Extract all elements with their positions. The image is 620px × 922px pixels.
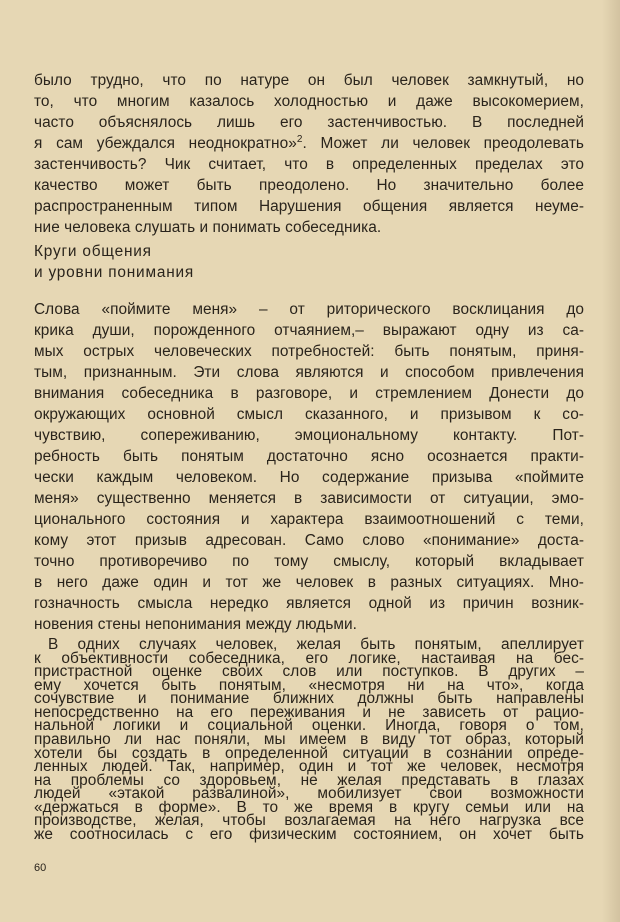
text-line: ребность быть понятым достаточно ясно осознается практи- — [34, 448, 584, 465]
footnote-ref: 2 — [296, 133, 303, 145]
text-line: людей «этакой развалиной», мобилизует свои возможности — [34, 785, 584, 803]
text-line: же соотносилась с его физическим состоянием, он хочет быть — [34, 826, 584, 843]
text-line: в него даже один и тот же человек в разных ситуациях. Мно- — [34, 574, 584, 591]
text-line: нальной логики и социальной оценки. Иногда, говоря о том, — [34, 717, 584, 735]
text-line: мых острых человеческих потребностей: быть понятым, приня- — [34, 343, 584, 360]
text-line: ционального состояния и характера взаимоотношений с теми, — [34, 511, 584, 528]
text-line — [34, 133, 584, 154]
text-line: чувствию, сопереживанию, эмоциональному контакту. Пот- — [34, 427, 584, 444]
text-line: ленных людей. Так, например, один и тот же человек, несмотря — [34, 758, 584, 776]
text-line: ему хочется быть понятым, «несмотря ни на что», когда — [34, 676, 584, 694]
text-fragment: . Может ли человек преодолевать — [302, 135, 584, 152]
text-line: часто объяснялось лишь его застенчивостью. В последней — [34, 114, 584, 131]
text-line: качество может быть преодолено. Но значительно более — [34, 177, 584, 194]
text-line: то, что многим казалось холодностью и даже высокомерием, — [34, 93, 584, 110]
section-heading-line-2: и уровни понимания — [34, 264, 195, 281]
text-line: пристрастной оценке своих слов или поступков. В других – — [34, 663, 584, 681]
text-line: внимания собеседника в разговоре, и стремлением Донести до — [34, 385, 584, 402]
text-line: к объективности собеседника, его логике, настаивая на бес- — [34, 649, 584, 667]
text-line: В одних случаях человек, желая быть понятым, апеллирует — [48, 636, 584, 653]
text-line: хотели бы создать в определенной ситуации в сознании опреде- — [34, 744, 584, 762]
text-line: застенчивость? Чик считает, что в определенных пределах это — [34, 156, 584, 173]
text-fragment: я сам убеждался неоднократно» — [34, 135, 297, 152]
text-line: крика души, порожденного отчаянием,– выражают одну из са- — [34, 322, 584, 339]
text-line: ние человека слушать и понимать собеседника. — [34, 219, 382, 236]
text-line: сочувствие и понимание ближних должны быть направлены — [34, 690, 584, 708]
text-line: кому этот призыв адресован. Само слово «понимание» доста- — [34, 532, 584, 549]
text-line: гозначность смысла нередко является одной из причин возник- — [34, 595, 584, 612]
text-line: точно противоречиво по тому смыслу, который вкладывает — [34, 553, 584, 570]
text-line: «держаться в форме». В то же время в кругу семьи или на — [34, 798, 584, 816]
text-line: окружающих основной смысл сказанного, и призывом к со- — [34, 406, 584, 423]
page-edge-shadow — [602, 0, 620, 922]
text-line: распространенным типом Нарушения общения является неуме- — [34, 198, 584, 215]
text-line: новения стены непонимания между людьми. — [34, 616, 357, 633]
text-line: правильно ли нас поняли, мы имеем в виду тот образ, который — [34, 731, 584, 748]
section-heading-line-1: Круги общения — [34, 243, 152, 260]
text-line: производстве, желая, чтобы возлагаемая на него нагрузка все — [34, 812, 584, 830]
page-number: 60 — [34, 862, 47, 874]
text-line: меня» существенно меняется в зависимости от ситуации, эмо- — [34, 490, 584, 507]
text-line: было трудно, что по натуре он был человек замкнутый, но — [34, 72, 584, 89]
text-line: тым, признанным. Эти слова являются и способом привлечения — [34, 364, 584, 381]
text-line: чески каждым человеком. Но содержание призыва «поймите — [34, 469, 584, 486]
text-line: на проблемы со здоровьем, не желая представать в глазах — [34, 771, 584, 789]
text-line: Слова «поймите меня» – от риторического восклицания до — [34, 301, 584, 318]
text-line: непосредственно на его переживания и не зависеть от рацио- — [34, 703, 584, 721]
